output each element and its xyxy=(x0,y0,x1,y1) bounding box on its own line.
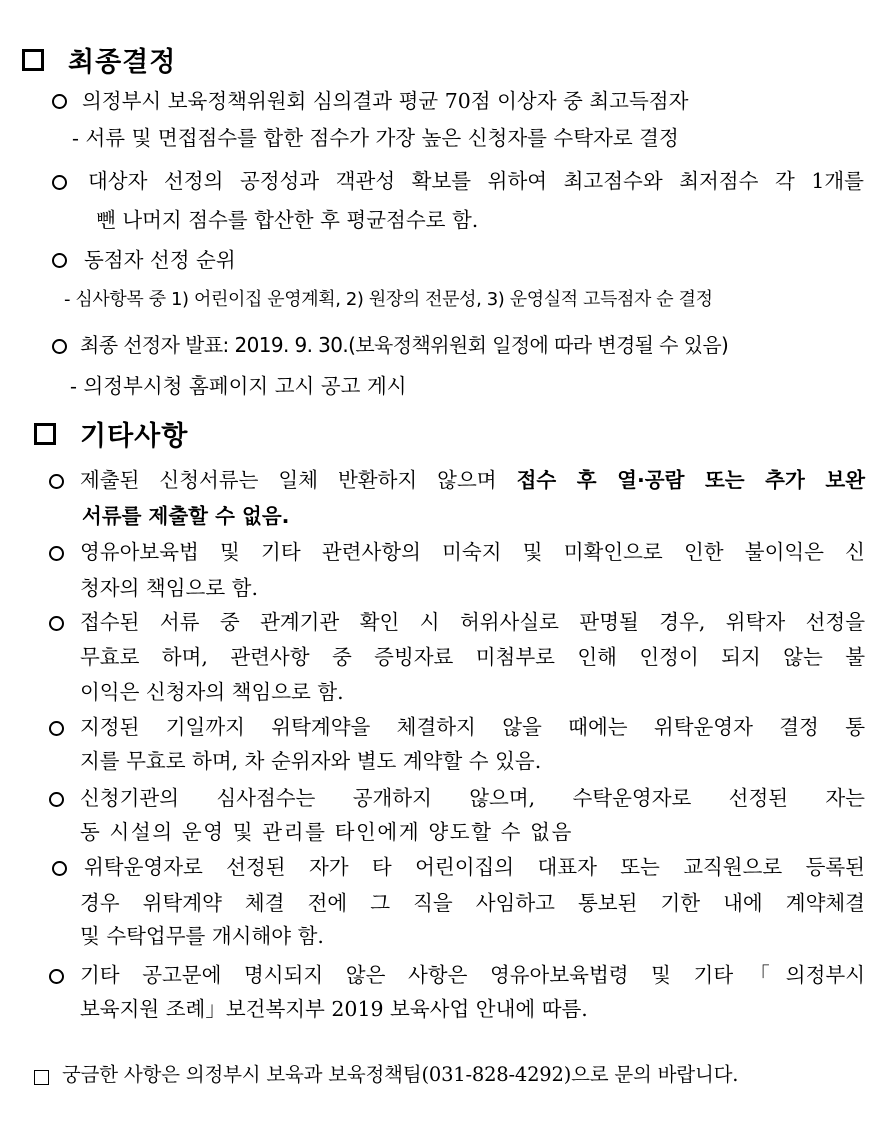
emphasized-text-continuation: 서류를 제출할 수 없음. xyxy=(82,504,290,528)
hollow-circle-icon xyxy=(52,861,67,876)
list-item-text xyxy=(80,462,865,499)
hollow-circle-icon xyxy=(49,969,64,984)
list-item-text: 최종 선정자 발표: 2019. 9. 30.(보육정책위원회 일정에 따라 변경될 수 있음) xyxy=(80,333,729,357)
sub-item-text: - 서류 및 면접점수를 합한 점수가 가장 높은 신청자를 수탁자로 결정 xyxy=(72,126,679,150)
list-item-text: 지정된 기일까지 위탁계약을 체결하지 않을 때에는 위탁운영자 결정 통 xyxy=(80,715,865,739)
emphasized-text: 접수 후 열·공람 또는 추가 보완 xyxy=(516,468,865,492)
list-item-text: 영유아보육법 및 기타 관련사항의 미숙지 및 미확인으로 인한 불이익은 신 xyxy=(80,540,865,564)
list-item-text-continuation: 청자의 책임으로 함. xyxy=(80,576,258,600)
sub-item-text: - 의정부시청 홈페이지 고시 공고 게시 xyxy=(70,374,407,398)
hollow-circle-icon xyxy=(49,721,64,736)
hollow-circle-icon xyxy=(49,616,64,631)
list-item-text-continuation: 이익은 신청자의 책임으로 함. xyxy=(80,680,344,704)
sub-item-text: - 심사항목 중 1) 어린이집 운영계획, 2) 원장의 전문성, 3) 운영실적 고득점자 순 결정 xyxy=(64,289,713,310)
list-item-text: 기타 공고문에 명시되지 않은 사항은 영유아보육법령 및 기타「의정부시 xyxy=(80,963,865,987)
section-heading-other-matters xyxy=(34,414,188,453)
list-item-text: 접수된 서류 중 관계기관 확인 시 허위사실로 판명될 경우, 위탁자 선정을 xyxy=(80,610,865,634)
list-item-text: 대상자 선정의 공정성과 객관성 확보를 위하여 최고점수와 최저점수 각 1개를 xyxy=(88,169,864,193)
small-square-icon xyxy=(34,1070,49,1085)
square-checkbox-icon xyxy=(34,423,56,445)
hollow-circle-icon xyxy=(52,339,67,354)
list-item-text: 신청기관의 심사점수는 공개하지 않으며, 수탁운영자로 선정된 자는 xyxy=(80,786,865,810)
list-item-text-continuation: 경우 위탁계약 체결 전에 그 직을 사임하고 통보된 기한 내에 계약체결 xyxy=(80,891,865,915)
hollow-circle-icon xyxy=(52,253,67,268)
hollow-circle-icon xyxy=(49,474,64,489)
section-heading-text: 최종결정 xyxy=(68,47,177,78)
list-item-text-continuation: 무효로 하며, 관련사항 중 증빙자료 미첨부로 인해 인정이 되지 않는 불 xyxy=(80,645,865,669)
list-item-text-continuation: 동 시설의 운영 및 관리를 타인에게 양도할 수 없음 xyxy=(80,820,573,844)
list-item-text-continuation: 및 수탁업무를 개시해야 함. xyxy=(80,924,324,948)
section-heading-final-decision xyxy=(22,40,176,79)
list-item-text-continuation: 뺀 나머지 점수를 합산한 후 평균점수로 함. xyxy=(96,208,479,232)
list-item-text: 위탁운영자로 선정된 자가 타 어린이집의 대표자 또는 교직원으로 등록된 xyxy=(84,855,865,879)
list-item-text-continuation: 보육지원 조례」보건복지부 2019 보육사업 안내에 따름. xyxy=(80,997,588,1021)
list-item-text: 동점자 선정 순위 xyxy=(84,248,236,272)
list-item-text-continuation: 지를 무효로 하며, 차 순위자와 별도 계약할 수 있음. xyxy=(80,749,542,773)
section-heading-text: 기타사항 xyxy=(80,421,189,452)
hollow-circle-icon xyxy=(49,546,64,561)
contact-notice: 궁금한 사항은 의정부시 보육과 보육정책팀(031-828-4292)으로 문의 바랍니다. xyxy=(62,1063,739,1086)
hollow-circle-icon xyxy=(49,792,64,807)
hollow-circle-icon xyxy=(52,175,67,190)
list-item-text: 의정부시 보육정책위원회 심의결과 평균 70점 이상자 중 최고득점자 xyxy=(82,89,689,113)
hollow-circle-icon xyxy=(52,94,67,109)
square-checkbox-icon xyxy=(22,49,44,71)
normal-text: 제출된 신청서류는 일체 반환하지 않으며 xyxy=(80,468,517,492)
